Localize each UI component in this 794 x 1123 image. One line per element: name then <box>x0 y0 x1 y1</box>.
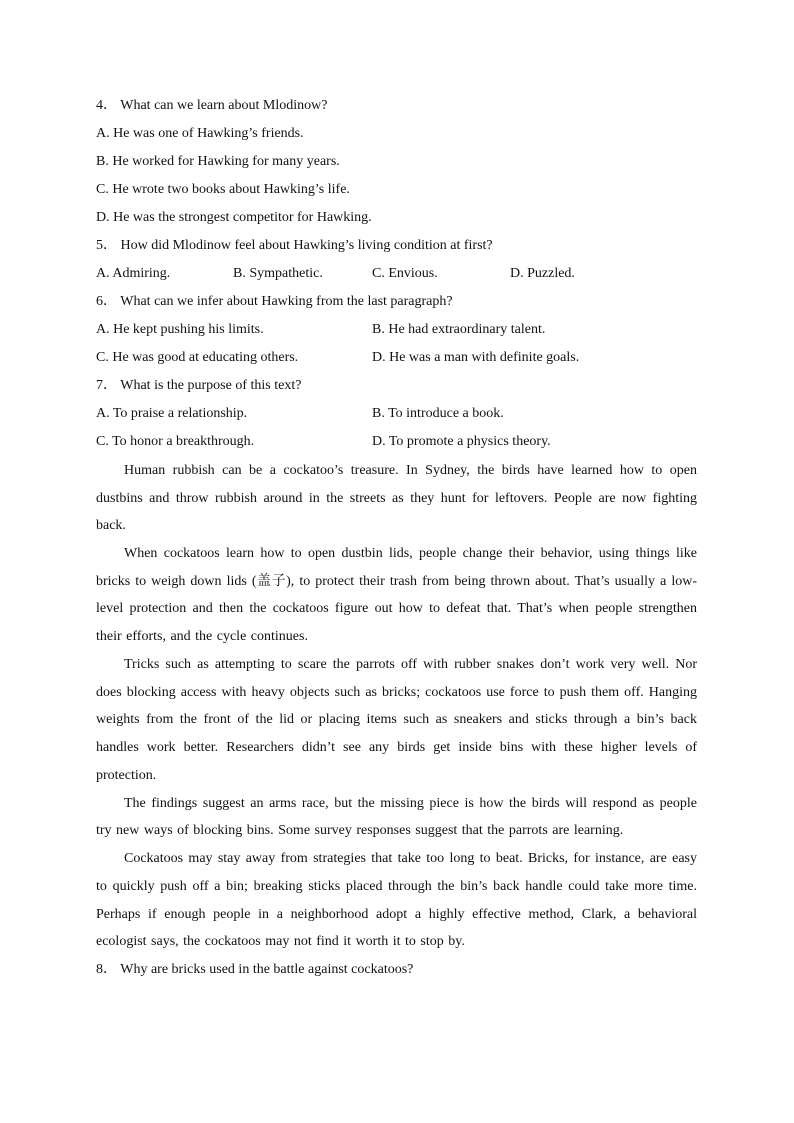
option-7a: A. To praise a relationship. <box>96 406 248 421</box>
passage-paragraph-3: Tricks such as attempting to scare the parrots off with rubber snakes don’t work very well. Nor does blocking access with heavy objects such as bricks; cockatoos use force to push them off. Hanging weights from the front of the lid or placing items such as sneakers and sticks through a bin’s back handles work better. Researchers didn’t see any birds get inside bins with these higher levels of protection. <box>96 657 697 783</box>
option-6b: B. He had extraordinary talent. <box>372 322 546 337</box>
question-number: 5． <box>96 238 117 253</box>
question-4 <box>96 96 697 116</box>
options-row-6-cd <box>96 348 697 368</box>
question-6 <box>96 292 697 312</box>
option-7b: B. To introduce a book. <box>372 406 504 421</box>
question-number: 4． <box>96 98 117 113</box>
question-7 <box>96 376 697 396</box>
options-row-5 <box>96 264 697 284</box>
option-6d: D. He was a man with definite goals. <box>372 350 580 365</box>
question-8 <box>96 960 697 980</box>
passage-paragraph-2: When cockatoos learn how to open dustbin lids, people change their behavior, using things like bricks to weigh down lids (盖子), to protect their trash from being thrown about. That’s usually a low-level protection and then the cockatoos figure out how to defeat that. That’s when people strengthen their efforts, and the cycle continues. <box>96 546 697 645</box>
option-4b: B. He worked for Hawking for many years. <box>96 154 340 169</box>
option-5c: C. Envious. <box>372 266 438 281</box>
question-stem: What is the purpose of this text? <box>120 378 302 393</box>
question-5 <box>96 236 697 256</box>
option-5d: D. Puzzled. <box>510 266 575 281</box>
option-7c: C. To honor a breakthrough. <box>96 434 255 449</box>
option-7d: D. To promote a physics theory. <box>372 434 551 449</box>
question-stem: What can we infer about Hawking from the last paragraph? <box>120 294 453 309</box>
passage-paragraph-4: The findings suggest an arms race, but the missing piece is how the birds will respond as people try new ways of blocking bins. Some survey responses suggest that the parrots are learning. <box>96 795 697 839</box>
options-row-7-ab <box>96 404 697 424</box>
question-stem: What can we learn about Mlodinow? <box>120 98 328 113</box>
option-6c: C. He was good at educating others. <box>96 350 299 365</box>
passage-paragraph-5: Cockatoos may stay away from strategies that take too long to beat. Bricks, for instance, are easy to quickly push off a bin; breaking sticks placed through the bin’s back handle could take more time. Perhaps if enough people in a neighborhood adopt a highly effective method, Clark, a behavioral ecologist says, the cockatoos may not find it worth it to stop by. <box>96 851 697 950</box>
options-row-7-cd <box>96 432 697 452</box>
option-4a: A. He was one of Hawking’s friends. <box>96 126 304 141</box>
option-4d: D. He was the strongest competitor for Hawking. <box>96 210 372 225</box>
question-number: 8． <box>96 961 117 977</box>
question-number: 6． <box>96 294 117 309</box>
option-6a: A. He kept pushing his limits. <box>96 322 264 337</box>
passage-paragraph-1: Human rubbish can be a cockatoo’s treasure. In Sydney, the birds have learned how to open dustbins and throw rubbish around in the streets as they hunt for leftovers. People are now fighting back. <box>96 463 697 534</box>
exam-page <box>96 96 697 980</box>
option-4c: C. He wrote two books about Hawking’s life. <box>96 182 350 197</box>
options-row-6-ab <box>96 320 697 340</box>
question-stem: How did Mlodinow feel about Hawking’s living condition at first? <box>120 238 493 253</box>
option-5a: A. Admiring. <box>96 266 171 281</box>
option-5b: B. Sympathetic. <box>233 266 323 281</box>
question-number: 7． <box>96 378 117 393</box>
question-stem: Why are bricks used in the battle against cockatoos? <box>120 961 414 977</box>
